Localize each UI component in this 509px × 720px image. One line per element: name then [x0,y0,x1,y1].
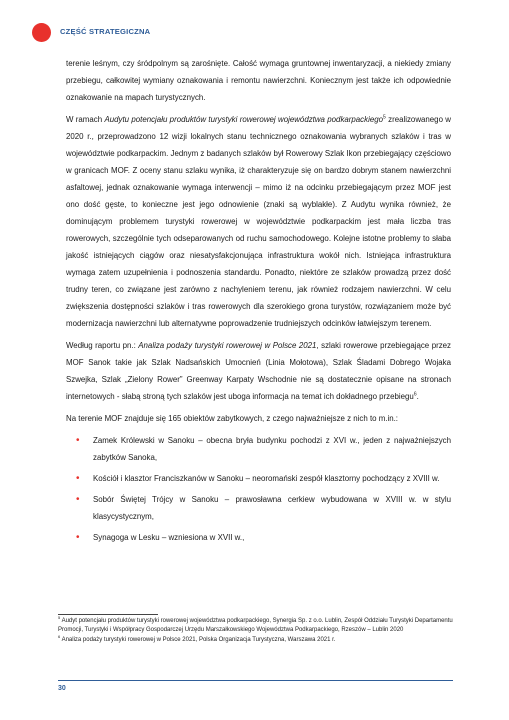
paragraph-2-lead: W ramach [66,115,105,124]
footer-divider [58,680,453,681]
footnote-6-number: 6 [58,633,61,639]
bullet-icon: • [76,494,80,505]
footnote-5 [58,617,458,636]
list-item-text: Zamek Królewski w Sanoku – obecna bryła budynku pochodzi z XVI w., jeden z najważniejszych zabytków Sanoka, [93,436,451,462]
footnotes [58,617,458,645]
bullet-icon: • [76,473,80,484]
list-item [66,470,451,487]
paragraph-3-end: . [416,392,419,401]
list-item-text: Synagoga w Lesku – wzniesiona w XVII w., [93,533,245,542]
paragraph-2 [66,111,451,332]
bullet-icon: • [76,532,80,543]
main-text [66,55,451,550]
paragraph-3-lead: Według raportu pn.: [66,341,139,350]
footnote-divider [58,614,158,615]
report-title: Analiza podaży turystyki rowerowej w Polsce 2021 [138,341,317,350]
paragraph-3 [66,337,451,405]
page-number: 30 [58,685,66,692]
paragraph-1: terenie leśnym, czy śródpolnym są zarośnięte. Całość wymaga gruntownej inwentaryzacji, a niekiedy zmiany przebiegu, całkowitej wymiany oznakowania i remontu nawierzchni. Koniecznym jest także ich odpowiednie oznakowanie na mapach turystycznych. [66,59,451,102]
footnote-6 [58,633,458,645]
list-item [66,491,451,525]
paragraph-3-body: , szlaki rowerowe przebiegające przez MOF Sanok takie jak Szlak Nadsańskich Umocnień (Linia Mołotowa), Szlak Śladami Dobrego Wojaka Szwejka, Szlak „Zielony Rower” Greenway Karpaty Wschodnie nie są dostatecznie opisane na stronach internetowych - słabą stroną tych szlaków jest uboga informacja na temat ich dokładnego przebiegu [66,341,451,401]
monument-list [66,432,451,546]
paragraph-2-body: zrealizowanego w 2020 r., przeprowadzono 12 wizji lokalnych stanu technicznego oznakowania wybranych szlaków i tras w województwie podkarpackim. Jednym z badanych szlaków był Rowerowy Szlak Ikon przebiegający częściowo w granicach MOF. Z oceny stanu szlaku wynika, iż charakteryzuje się on bardzo dobrym stanem nawierzchni asfaltowej, jednak oznakowanie wymaga interwencji – mimo iż na odcinku przebiegającym przez MOF jest ono dość gęste, to konieczne jest jego odnowienie (znaki są wyblakłe). Z Audytu wynika również, że dominującym problemem turystyki rowerowej w województwie podkarpackim jest mała liczba tras rowerowych, szczególnie tych odseparowanych od ruchu samochodowego. Kolejne istotne problemy to słaba jakość istniejących ciągów oraz niesatysfakcjonująca infrastruktura wokół nich. Istniejąca infrastruktura wymaga zatem uzupełnienia i podnoszenia standardu. Ponadto, niektóre ze szlaków prowadzą przez dość trudny teren, co związane jest zarówno z nachyleniem terenu, jak również rodzajem nawierzchni. W celu zwiększenia dostępności szlaków i tras rowerowych dla szerokiego grona turystów, rozwiązaniem może być modernizacja nawierzchni lub alternatywne poprowadzenie trudniejszych odcinków łatwiejszym terenem. [66,115,451,328]
footnote-5-number: 5 [58,615,61,620]
footnote-5-text: Audyt potencjału produktów turystyki rowerowej województwa podkarpackiego, Synergia Sp. z o.o. Lublin, Zespół Oddziału Turystyki Departamentu Promocji, Turystyki i Współpracy Gospodarczej Urzędu Marszałkowskiego Województwa Podkarpackiego, Rzeszów – Lublin 2020 [58,618,453,634]
page-header [26,20,486,50]
list-item-text: Sobór Świętej Trójcy w Sanoku – prawosławna cerkiew wybudowana w XVIII w. w stylu klasycystycznym, [93,495,451,521]
list-item [66,432,451,466]
list-item [66,529,451,546]
red-circle-icon [32,23,51,42]
list-item-text: Kościół i klasztor Franciszkanów w Sanoku – neoromański zespół klasztorny pochodzący z XVIII w. [93,474,440,483]
bullet-icon: • [76,435,80,446]
section-title: CZĘŚĆ STRATEGICZNA [60,27,151,36]
footnote-ref-6[interactable]: 6 [413,391,417,398]
paragraph-4: Na terenie MOF znajduje się 165 obiektów zabytkowych, z czego najważniejsze z nich to m.in.: [66,414,399,423]
footnote-6-text: Analiza podaży turystyki rowerowej w Polsce 2021, Polska Organizacja Turystyczna, Warszawa 2021 r. [60,636,336,643]
footnote-ref-5[interactable]: 5 [383,114,386,121]
audit-title: Audytu potencjału produktów turystyki rowerowej województwa podkarpackiego [104,115,383,124]
